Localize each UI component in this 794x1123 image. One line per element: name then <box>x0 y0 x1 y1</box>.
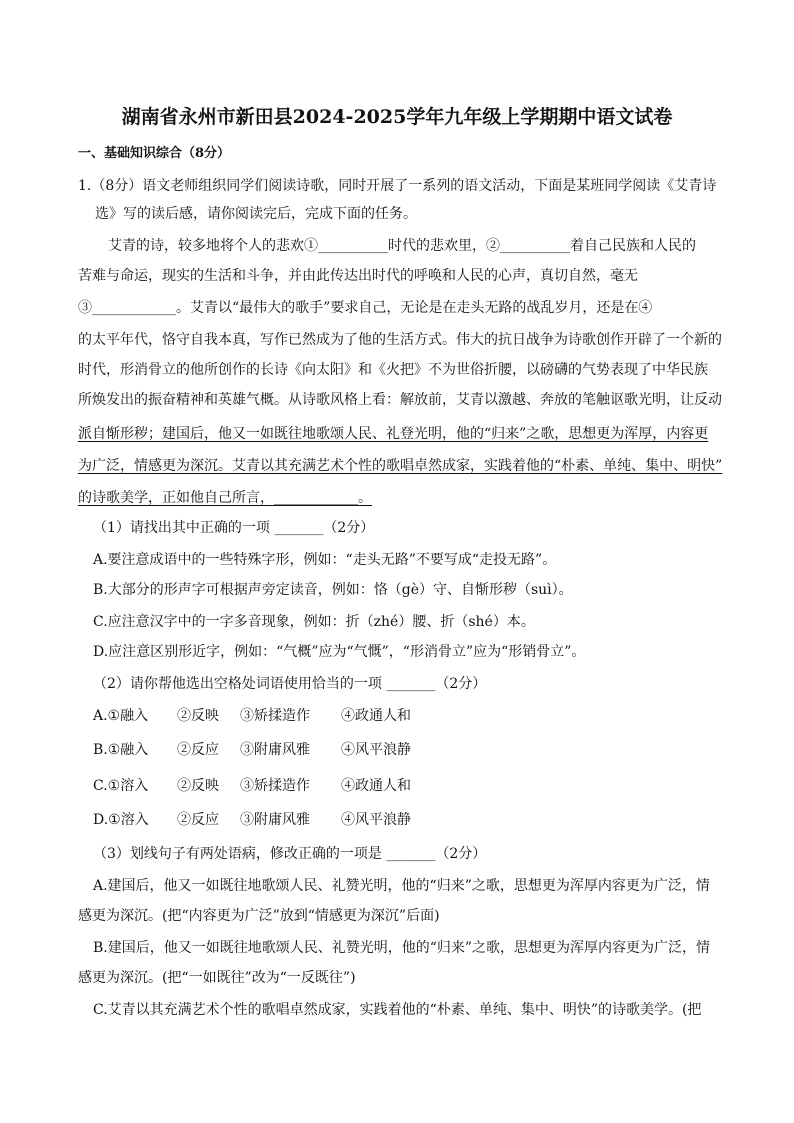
option: C.应注意汉字中的一字多音现象，例如：折（zhé）腰、折（shé）本。 <box>93 614 535 630</box>
option: C.艾青以其充满艺术个性的歌唱卓然成家，实践着他的“朴素、单纯、集中、明快”的诗歌美学。(把 <box>93 1002 702 1018</box>
option: 感更为深沉。(把“一如既往”改为“一反既往”) <box>78 970 356 986</box>
option-cell: C.①溶入 <box>93 778 149 794</box>
passage-line: 艾青的诗，较多地将个人的悲欢①__________时代的悲欢里，②__________着自己民族和人民的 <box>108 238 696 254</box>
option-cell: ②反映 <box>177 778 219 794</box>
option-cell: A.①融入 <box>93 708 149 724</box>
option-cell: D.①溶入 <box>93 812 149 828</box>
option-cell: ③附庸风雅 <box>240 812 310 828</box>
passage-line: ③____________。艾青以“最伟大的歌手”要求自己，无论是在走头无路的战乱岁月，还是在④ <box>78 300 653 316</box>
option-cell: B.①融入 <box>93 742 149 758</box>
passage-line <box>78 488 372 508</box>
subquestion-prompt: （3）划线句子有两处语病，修改正确的一项是 _______（2分） <box>93 846 487 862</box>
subquestion-prompt: （2）请你帮他选出空格处词语使用恰当的一项 _______（2分） <box>93 676 487 692</box>
option: B.大部分的形声字可根据声旁定读音，例如：恪（gè）守、自惭形秽（suì）。 <box>93 582 573 598</box>
option-cell: ③矫揉造作 <box>240 708 310 724</box>
passage-line-underlined: 为广泛，情感更为深沉。艾青以其充满艺术个性的歌唱卓然成家，实践着他的“朴素、单纯、集中、明快” <box>78 458 723 474</box>
option-cell: ④政通人和 <box>341 778 411 794</box>
option: 感更为深沉。(把“内容更为广泛”放到“情感更为深沉”后面) <box>78 908 440 924</box>
question-stem: 1.（8分）语文老师组织同学们阅读诗歌，同时开展了一系列的语文活动，下面是某班同学阅读《艾青诗 <box>78 178 717 194</box>
option: D.应注意区别形近字，例如：“气概”应为“气慨”，“形消骨立”应为“形销骨立”。 <box>93 644 586 660</box>
page-title: 湖南省永州市新田县2024-2025学年九年级上学期期中语文试卷 <box>121 106 673 128</box>
option: A.建国后，他又一如既往地歌颂人民、礼赞光明，他的“归来”之歌，思想更为浑厚内容更为广泛，情 <box>93 878 710 894</box>
passage-line: 的太平年代，恪守自我本真，写作已然成为了他的生活方式。伟大的抗日战争为诗歌创作开辟了一个新的 <box>78 332 722 348</box>
passage-line: 苦难与命运，现实的生活和斗争，并由此传达出时代的呼唤和人民的心声，真切自然，毫无 <box>78 268 638 284</box>
option-cell: ②反映 <box>177 708 219 724</box>
passage-text: 派自惭形秽；建国后，他又一如既往地歌颂人民、礼登光明，他的“归来”之歌，思想更为浑厚，内容更 <box>78 426 709 442</box>
option: B.建国后，他又一如既往地歌颂人民、礼赞光明，他的“归来”之歌，思想更为浑厚内容更为广泛，情 <box>93 940 711 956</box>
question-stem: 选》写的读后感，请你阅读完后，完成下面的任务。 <box>95 206 417 222</box>
option-cell: ②反应 <box>177 742 219 758</box>
passage-line-underlined <box>78 424 708 444</box>
passage-line: 所焕发出的振奋精神和英雄气概。从诗歌风格上看：解放前，艾青以激越、奔放的笔触讴歌光明，让反动 <box>78 392 722 408</box>
option-cell: ④风平浪静 <box>341 742 411 758</box>
passage-text: 的诗歌美学，正如他自己所言，____________。 <box>78 490 372 506</box>
option: A.要注意成语中的一些特殊字形，例如：“走头无路”不要写成“走投无路”。 <box>93 552 557 568</box>
option-cell: ④风平浪静 <box>341 812 411 828</box>
option-cell: ③矫揉造作 <box>240 778 310 794</box>
option-cell: ③附庸风雅 <box>240 742 310 758</box>
option-cell: ②反应 <box>177 812 219 828</box>
passage-line: 时代，形消骨立的他所创作的长诗《向太阳》和《火把》不为世俗折腰，以磅礴的气势表现了中华民族 <box>78 362 708 378</box>
subquestion-prompt: （1）请找出其中正确的一项 _______（2分） <box>93 520 375 536</box>
section-heading: 一、基础知识综合（8分） <box>78 146 231 161</box>
option-cell: ④政通人和 <box>341 708 411 724</box>
